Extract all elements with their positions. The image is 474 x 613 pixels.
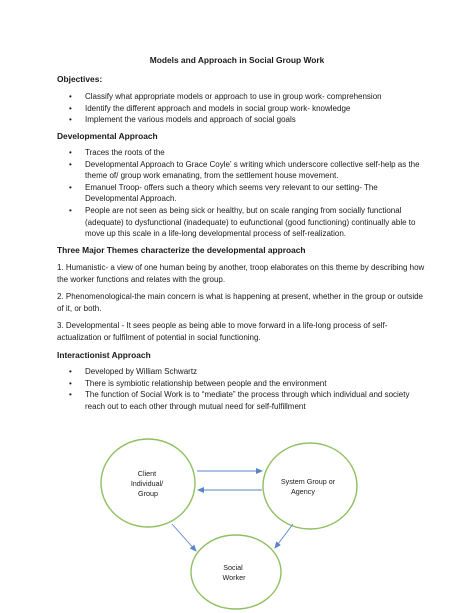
worker-label-line: Worker [222, 573, 246, 582]
list-item: • Traces the roots of the [57, 147, 422, 159]
system-label-line: Agency [291, 487, 315, 496]
worker-node-circle [191, 535, 281, 609]
list-item: • Identify the different approach and models in social group work- knowledge [57, 103, 422, 115]
theme-paragraph: 3. Developmental - It sees people as being able to move forward in a life-long process of self-actualization or fulfilment of potential in social functioning. [57, 321, 388, 342]
list-item: • Classify what appropriate models or approach to use in group work- comprehension [57, 91, 422, 103]
system-node-label [281, 477, 337, 496]
list-item: • Developed by William Schwartz [57, 366, 422, 378]
themes-heading: Three Major Themes characterize the developmental approach [57, 245, 306, 255]
developmental-heading: Developmental Approach [57, 131, 158, 141]
document-title: Models and Approach in Social Group Work [149, 55, 325, 65]
arrow-system-to-worker [275, 524, 293, 548]
list-item: • Developmental Approach to Grace Coyle' s writing which underscore collective self-help as the theme of/ group work emanating, from the settlement house movement. [57, 159, 422, 182]
client-label-line: Group [138, 489, 158, 498]
system-node-circle [263, 443, 357, 529]
system-label-line: System Group or [280, 477, 336, 486]
theme-paragraph: 1. Humanistic- a view of one human being by another, troop elaborates on this theme by describing how the worker functions and relates with the group. [57, 263, 425, 284]
list-item: • People are not seen as being sick or healthy, but on scale ranging from socially functional (adequate) to dysfunctional (inadequate) to eufunctional (good functioning) continually able to move up this scale in a life-long developmental process of self-realization. [57, 205, 422, 240]
worker-label-line: Social [223, 563, 243, 572]
objectives-heading: Objectives: [57, 74, 103, 84]
list-item: • There is symbiotic relationship between people and the environment [57, 378, 422, 390]
worker-node-label [222, 563, 246, 582]
client-node-label [131, 469, 165, 498]
interactionist-heading: Interactionist Approach [57, 350, 151, 360]
list-item: • Emanuel Troop- offers such a theory which seems very relevant to our setting- The Developmental Approach. [57, 182, 422, 205]
client-label-line: Client [137, 469, 157, 478]
list-item: • Implement the various models and approach of social goals [57, 114, 422, 126]
theme-paragraph: 2. Phenomenological-the main concern is what is happening at present, whether in the group or outside of it, or both. [57, 292, 424, 313]
arrow-client-to-worker [172, 524, 196, 551]
client-label-line: Individual/ [130, 479, 164, 488]
list-item: • The function of Social Work is to “mediate” the process through which individual and society reach out to each other through mutual need for self-fulfillment [57, 389, 422, 412]
